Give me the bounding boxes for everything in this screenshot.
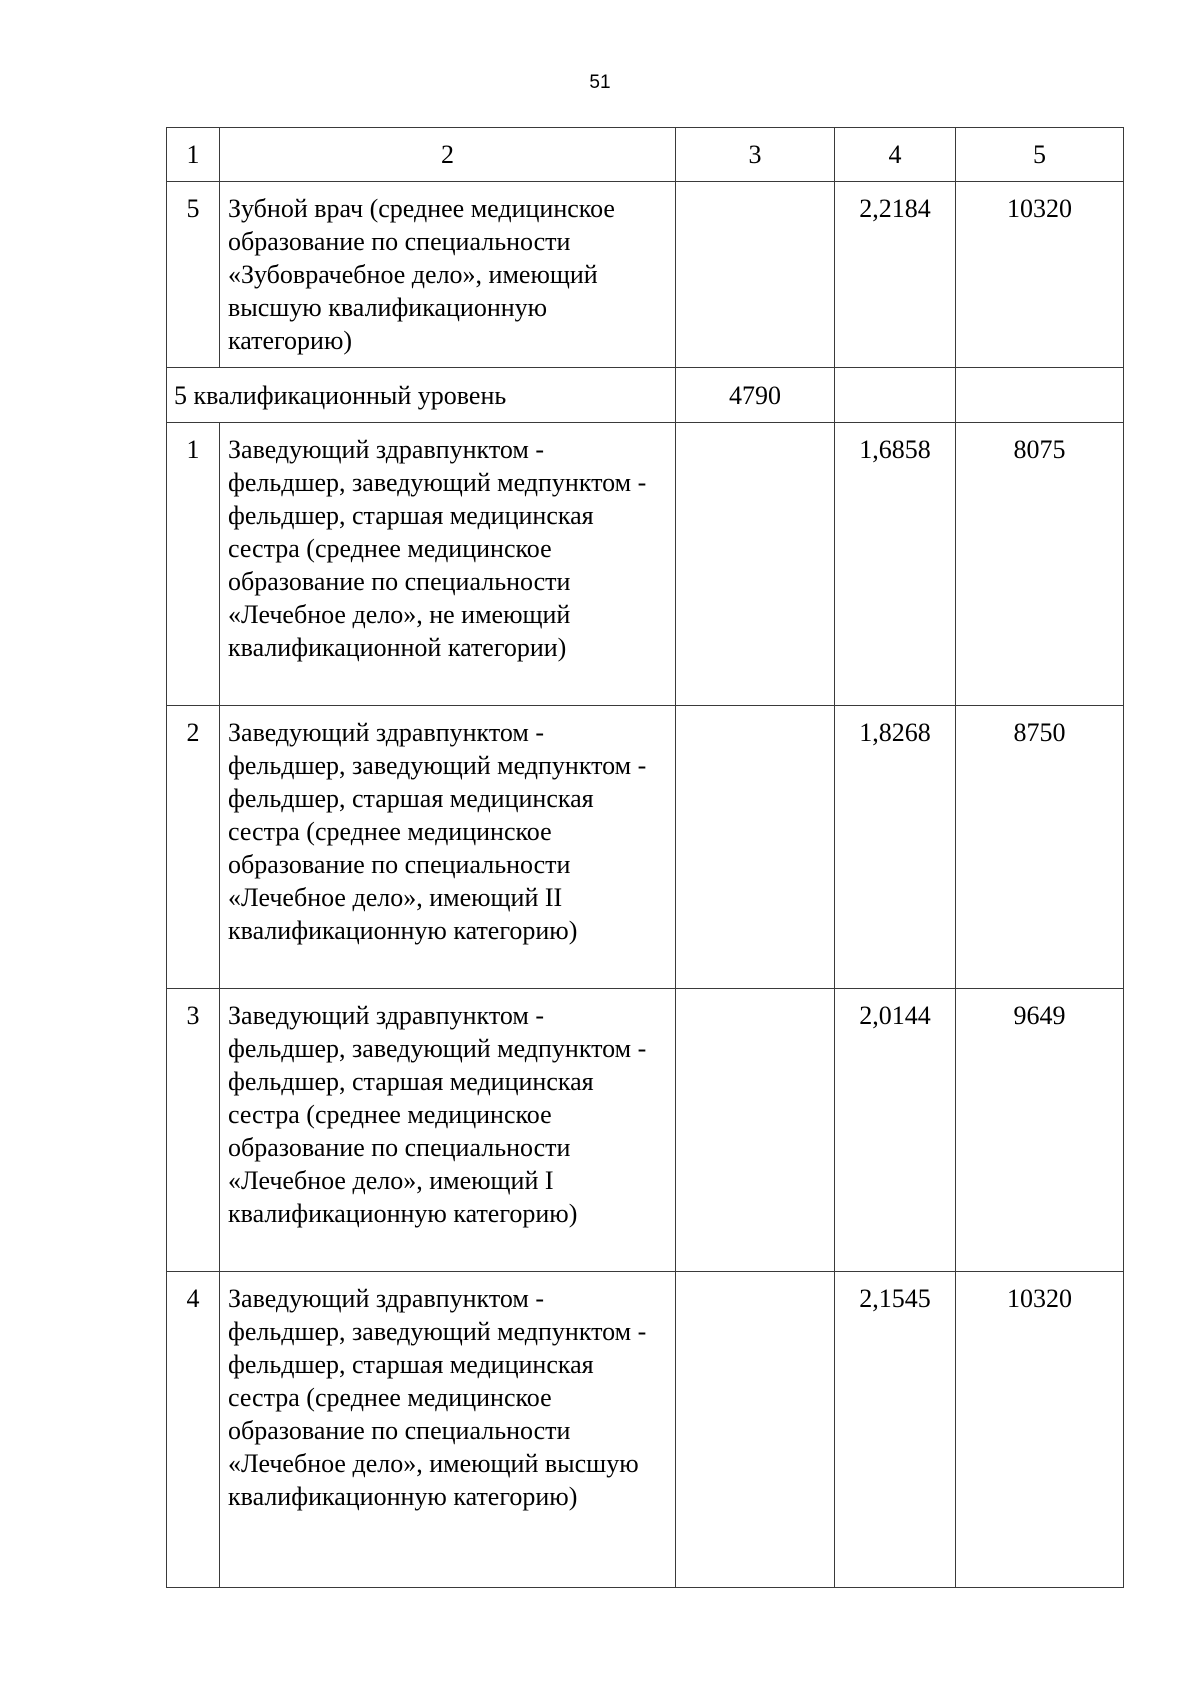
empty-cell: [956, 368, 1124, 423]
table-row: [167, 423, 1124, 706]
row-number: 1: [167, 423, 220, 706]
base-salary-cell: [676, 706, 835, 989]
position-title: Зубной врач (среднее медицинское образование по специальности «Зубоврачебное дело», имеющий высшую квалификационную категорию): [220, 182, 676, 368]
row-number: 2: [167, 706, 220, 989]
salary-cell: 8750: [956, 706, 1124, 989]
page-number: 51: [589, 72, 611, 93]
coefficient-cell: 1,8268: [835, 706, 956, 989]
table-row: [167, 706, 1124, 989]
table-row: [167, 989, 1124, 1272]
base-salary-cell: [676, 423, 835, 706]
salary-cell: 8075: [956, 423, 1124, 706]
header-cell: 1: [167, 128, 220, 182]
table-row: [167, 1272, 1124, 1588]
row-number: 4: [167, 1272, 220, 1588]
position-title: Заведующий здравпунктом - фельдшер, заведующий медпунктом - фельдшер, старшая медицинская сестра (среднее медицинское образование по специальности «Лечебное дело», имеющий I квалификационную категорию): [220, 989, 676, 1272]
base-salary-cell: [676, 1272, 835, 1588]
header-cell: 5: [956, 128, 1124, 182]
coefficient-cell: 1,6858: [835, 423, 956, 706]
salary-table: [166, 127, 1124, 1588]
row-number: 3: [167, 989, 220, 1272]
position-title: Заведующий здравпунктом - фельдшер, заведующий медпунктом - фельдшер, старшая медицинская сестра (среднее медицинское образование по специальности «Лечебное дело», имеющий II квалификационную категорию): [220, 706, 676, 989]
salary-cell: 10320: [956, 182, 1124, 368]
coefficient-cell: 2,1545: [835, 1272, 956, 1588]
qualification-level-label: 5 квалификационный уровень: [167, 368, 676, 423]
base-salary-cell: [676, 989, 835, 1272]
salary-cell: 10320: [956, 1272, 1124, 1588]
qualification-level-row: [167, 368, 1124, 423]
empty-cell: [835, 368, 956, 423]
table-header-row: [167, 128, 1124, 182]
position-title: Заведующий здравпунктом - фельдшер, заведующий медпунктом - фельдшер, старшая медицинская сестра (среднее медицинское образование по специальности «Лечебное дело», имеющий высшую квалификационную категорию): [220, 1272, 676, 1588]
row-number: 5: [167, 182, 220, 368]
header-cell: 3: [676, 128, 835, 182]
coefficient-cell: 2,0144: [835, 989, 956, 1272]
table-row: [167, 182, 1124, 368]
salary-cell: 9649: [956, 989, 1124, 1272]
header-cell: 2: [220, 128, 676, 182]
qualification-level-base: 4790: [676, 368, 835, 423]
header-cell: 4: [835, 128, 956, 182]
coefficient-cell: 2,2184: [835, 182, 956, 368]
base-salary-cell: [676, 182, 835, 368]
position-title: Заведующий здравпунктом - фельдшер, заведующий медпунктом - фельдшер, старшая медицинская сестра (среднее медицинское образование по специальности «Лечебное дело», не имеющий квалификационной категории): [220, 423, 676, 706]
